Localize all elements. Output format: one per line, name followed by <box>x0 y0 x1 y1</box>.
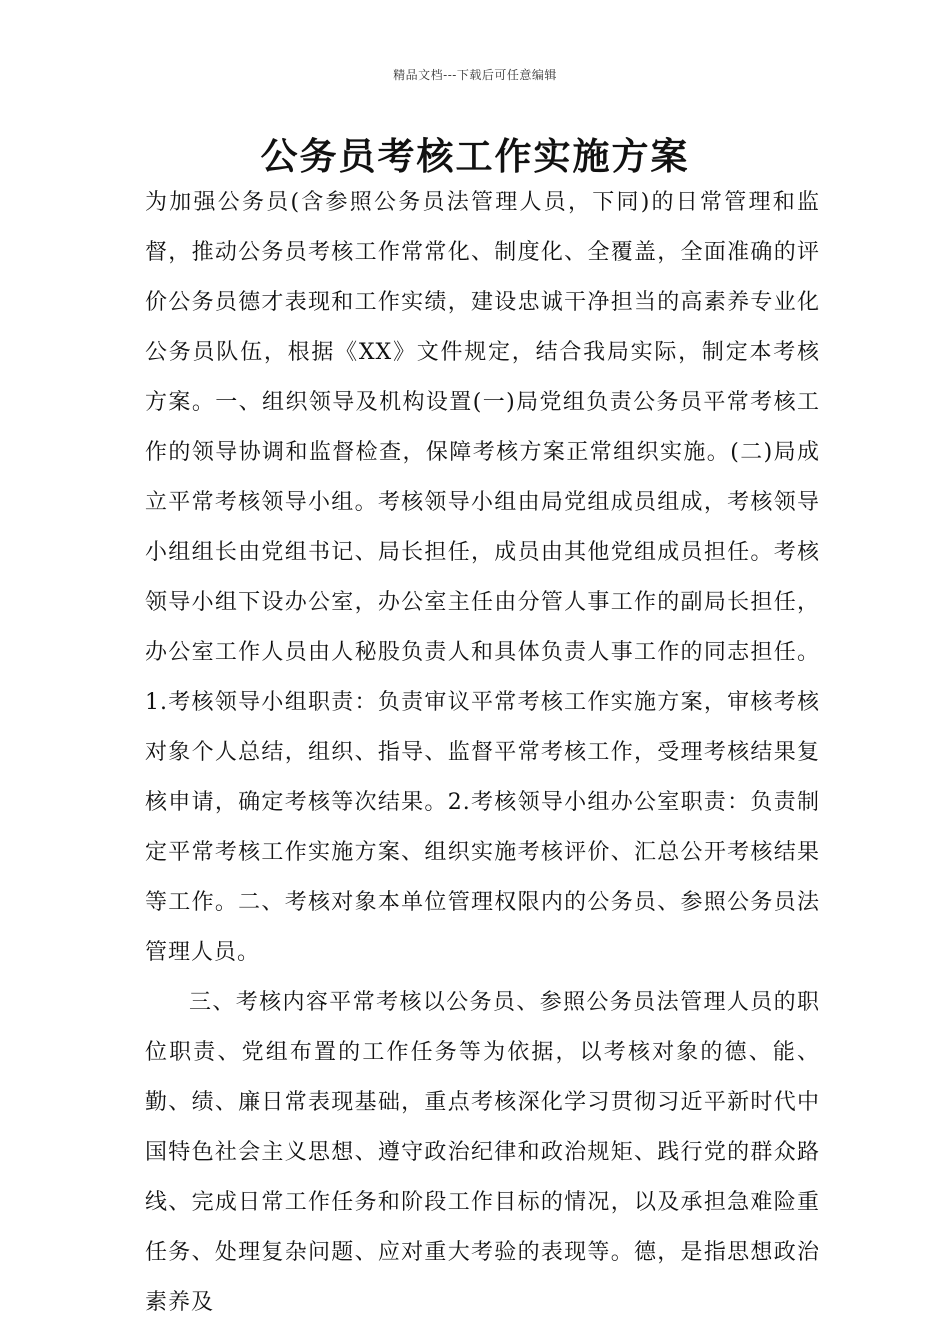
document-body <box>145 178 820 1328</box>
header-note: 精品文档---下载后可任意编辑 <box>393 68 557 82</box>
body-paragraph-1: 为加强公务员(含参照公务员法管理人员，下同)的日常管理和监督，推动公务员考核工作常常化、制度化、全覆盖，全面准确的评价公务员德才表现和工作实绩，建设忠诚干净担当的高素养专业化公务员队伍，根据《XX》文件规定，结合我局实际，制定本考核方案。一、组织领导及机构设置(一)局党组负责公务员平常考核工作的领导协调和监督检查，保障考核方案正常组织实施。(二)局成立平常考核领导小组。考核领导小组由局党组成员组成，考核领导小组组长由党组书记、局长担任，成员由其他党组成员担任。考核领导小组下设办公室，办公室主任由分管人事工作的副局长担任，办公室工作人员由人秘股负责人和具体负责人事工作的同志担任。1.考核领导小组职责：负责审议平常考核工作实施方案，审核考核对象个人总结，组织、指导、监督平常考核工作，受理考核结果复核申请，确定考核等次结果。2.考核领导小组办公室职责：负责制定平常考核工作实施方案、组织实施考核评价、汇总公开考核结果等工作。二、考核对象本单位管理权限内的公务员、参照公务员法管理人员。 <box>145 190 820 965</box>
body-paragraph-2: 三、考核内容平常考核以公务员、参照公务员法管理人员的职位职责、党组布置的工作任务等为依据，以考核对象的德、能、勤、绩、廉日常表现基础，重点考核深化学习贯彻习近平新时代中国特色社会主义思想、遵守政治纪律和政治规矩、践行党的群众路线、完成日常工作任务和阶段工作目标的情况，以及承担急难险重任务、处理复杂问题、应对重大考验的表现等。德，是指思想政治素养及 <box>145 990 820 1315</box>
document-title: 公务员考核工作实施方案 <box>260 135 690 178</box>
